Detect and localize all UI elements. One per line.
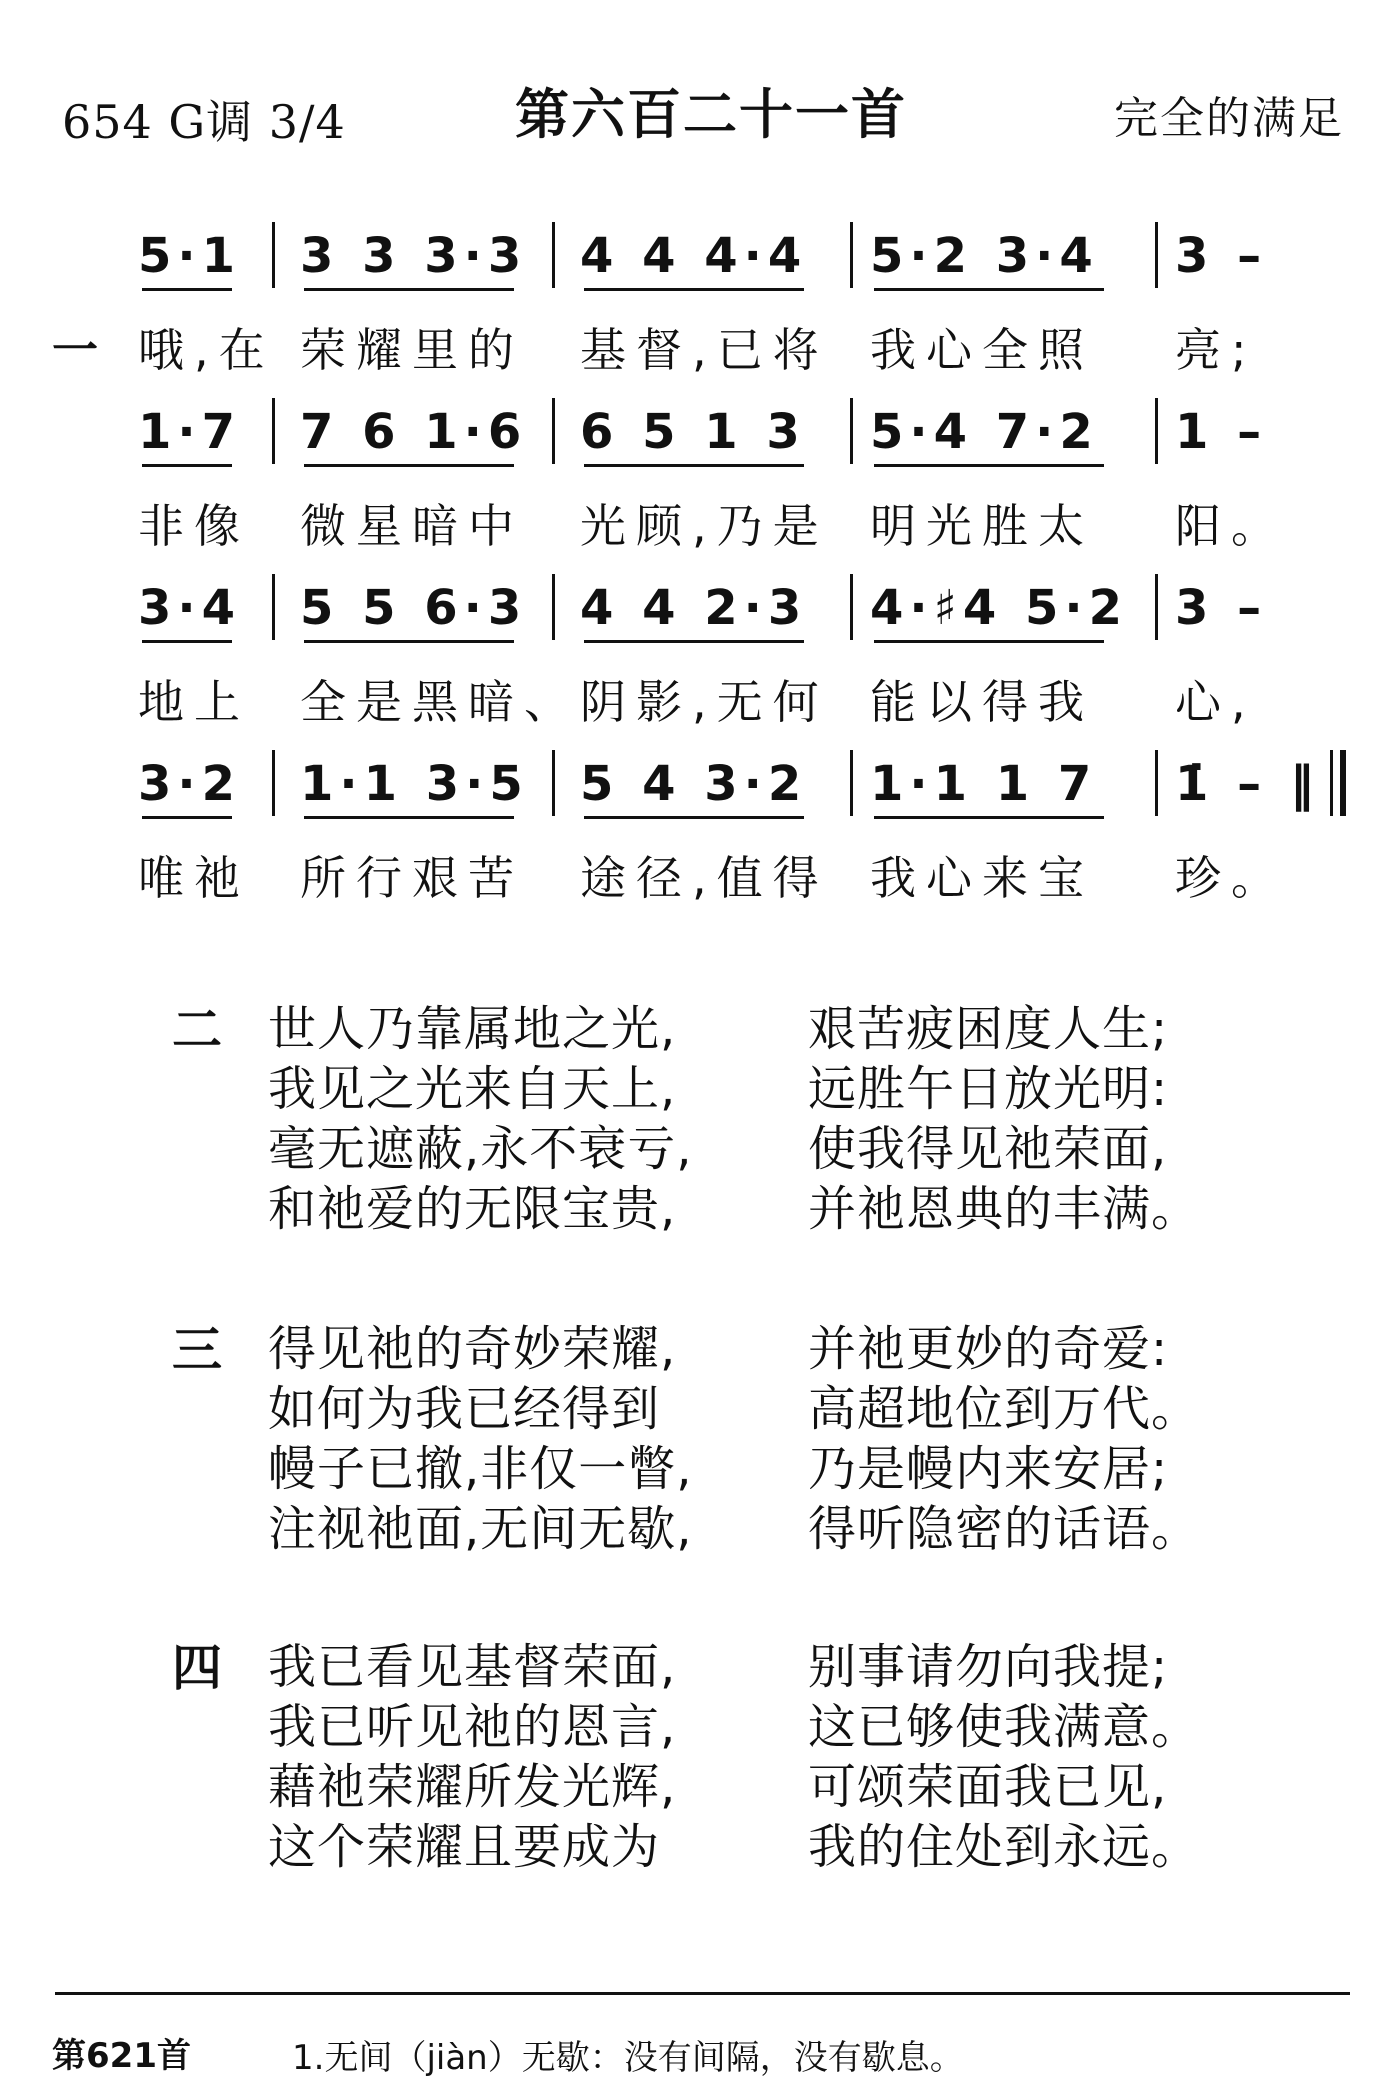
- lyric-text: 微星暗中: [300, 499, 524, 553]
- lyric-text: 基督,已将: [580, 323, 829, 377]
- hymn-number-key-time: 654 G调 3/4: [62, 95, 346, 149]
- barline: [1155, 398, 1158, 464]
- lyric-text: 亮;: [1175, 323, 1257, 377]
- measure-notes: 1̇ – ‖: [1175, 756, 1320, 812]
- verse-line-left: 和祂爱的无限宝贵,: [268, 1181, 677, 1237]
- lyric-text: 地上: [138, 675, 250, 729]
- verse-line-right: 可颂荣面我已见,: [808, 1759, 1168, 1815]
- verse-line-right: 并祂更妙的奇爱:: [808, 1321, 1169, 1377]
- barline: [850, 750, 853, 816]
- note-beam: [874, 640, 1104, 643]
- verse-number: 三: [172, 1321, 222, 1379]
- verse-line-left: 我已看见基督荣面,: [268, 1639, 677, 1695]
- barline: [850, 398, 853, 464]
- barline: [1155, 574, 1158, 640]
- note-beam: [874, 288, 1104, 291]
- measure-notes: 5 5 6·3: [300, 580, 528, 636]
- measure-notes: 3·2: [138, 756, 242, 812]
- note-beam: [584, 816, 804, 819]
- note-beam: [142, 288, 232, 291]
- measure-notes: 5·1: [138, 228, 242, 284]
- lyric-text: 阴影,无何: [580, 675, 829, 729]
- verse-line-left: 幔子已撤,非仅一瞥,: [268, 1441, 693, 1497]
- measure-notes: 7 6 1·6: [300, 404, 528, 460]
- verse-line-left: 如何为我已经得到: [268, 1381, 661, 1437]
- note-beam: [874, 816, 1104, 819]
- lyric-text: 能以得我: [870, 675, 1094, 729]
- verse-line-left: 我已听见祂的恩言,: [268, 1699, 677, 1755]
- note-beam: [304, 640, 514, 643]
- measure-notes: 6 5 1 3: [580, 404, 806, 460]
- lyric-text: 我心全照: [870, 323, 1094, 377]
- note-beam: [584, 640, 804, 643]
- verse-line-left: 注视祂面,无间无歇,: [268, 1501, 693, 1557]
- verse-line-right: 别事请勿向我提;: [808, 1639, 1169, 1695]
- barline: [850, 574, 853, 640]
- lyric-text: 心,: [1175, 675, 1256, 729]
- lyric-text: 非像: [138, 499, 250, 553]
- measure-notes: 1·1 3·5: [300, 756, 529, 812]
- lyric-text: 途径,值得: [580, 851, 829, 905]
- measure-notes: 1·1 1 7: [870, 756, 1098, 812]
- verse-number: 四: [172, 1639, 222, 1697]
- lyric-text: 所行艰苦: [300, 851, 524, 905]
- note-beam: [584, 464, 804, 467]
- verse-line-left: 这个荣耀且要成为: [268, 1819, 661, 1875]
- footer-note: 1.无间（jiàn）无歇：没有间隔，没有歇息。: [292, 2038, 964, 2078]
- measure-notes: 5 4 3·2: [580, 756, 808, 812]
- measure-notes: 5·4 7·2: [870, 404, 1099, 460]
- verse-line-left: 藉祂荣耀所发光辉,: [268, 1759, 677, 1815]
- barline: [552, 574, 555, 640]
- note-beam: [304, 816, 514, 819]
- barline: [272, 222, 275, 288]
- note-beam: [142, 640, 232, 643]
- measure-notes: 4 4 2·3: [580, 580, 808, 636]
- verse-one-marker: 一: [52, 323, 98, 377]
- measure-notes: 4 4 4·4: [580, 228, 808, 284]
- note-beam: [142, 816, 232, 819]
- lyric-text: 哦,在: [138, 323, 275, 377]
- final-barline-thick: [1340, 750, 1346, 816]
- barline: [1155, 750, 1158, 816]
- note-beam: [142, 464, 232, 467]
- barline: [272, 750, 275, 816]
- measure-notes: 4·♯4 5·2: [870, 580, 1128, 636]
- verse-number: 二: [172, 1001, 222, 1059]
- lyric-text: 珍。: [1175, 851, 1287, 905]
- verse-line-left: 得见祂的奇妙荣耀,: [268, 1321, 677, 1377]
- hymn-subtitle: 完全的满足: [1114, 93, 1344, 144]
- lyric-text: 明光胜太: [870, 499, 1094, 553]
- measure-notes: 3·4: [138, 580, 242, 636]
- verse-line-left: 世人乃靠属地之光,: [268, 1001, 677, 1057]
- barline: [552, 750, 555, 816]
- lyric-text: 阳。: [1175, 499, 1287, 553]
- lyric-text: 我心来宝: [870, 851, 1094, 905]
- note-beam: [584, 288, 804, 291]
- measure-notes: 1·7: [138, 404, 242, 460]
- lyric-text: 光顾,乃是: [580, 499, 829, 553]
- footer-hymn-ref: 第621首: [52, 2036, 191, 2076]
- measure-notes: 3 3 3·3: [300, 228, 528, 284]
- verse-line-right: 远胜午日放光明:: [808, 1061, 1169, 1117]
- verse-line-right: 艰苦疲困度人生;: [808, 1001, 1169, 1057]
- barline: [552, 398, 555, 464]
- barline: [850, 222, 853, 288]
- verse-line-left: 毫无遮蔽,永不衰亏,: [268, 1121, 693, 1177]
- lyric-text: 唯祂: [138, 851, 250, 905]
- measure-notes: 3 –: [1175, 228, 1268, 284]
- final-barline: [1330, 750, 1333, 816]
- verse-line-right: 我的住处到永远。: [808, 1819, 1201, 1875]
- verse-line-right: 高超地位到万代。: [808, 1381, 1201, 1437]
- footer-divider: [55, 1992, 1350, 1995]
- lyric-text: 全是黑暗、: [300, 675, 580, 729]
- verse-line-right: 使我得见祂荣面,: [808, 1121, 1168, 1177]
- barline: [1155, 222, 1158, 288]
- verse-line-right: 这已够使我满意。: [808, 1699, 1201, 1755]
- note-beam: [304, 288, 514, 291]
- verse-line-right: 并祂恩典的丰满。: [808, 1181, 1201, 1237]
- measure-notes: 3 –: [1175, 580, 1268, 636]
- verse-line-right: 乃是幔内来安居;: [808, 1441, 1169, 1497]
- lyric-text: 荣耀里的: [300, 323, 524, 377]
- note-beam: [874, 464, 1104, 467]
- hymn-title: 第六百二十一首: [515, 83, 907, 146]
- verse-line-right: 得听隐密的话语。: [808, 1501, 1201, 1557]
- barline: [552, 222, 555, 288]
- barline: [272, 398, 275, 464]
- barline: [272, 574, 275, 640]
- verse-line-left: 我见之光来自天上,: [268, 1061, 677, 1117]
- measure-notes: 5·2 3·4: [870, 228, 1099, 284]
- note-beam: [304, 464, 514, 467]
- measure-notes: 1 –: [1175, 404, 1268, 460]
